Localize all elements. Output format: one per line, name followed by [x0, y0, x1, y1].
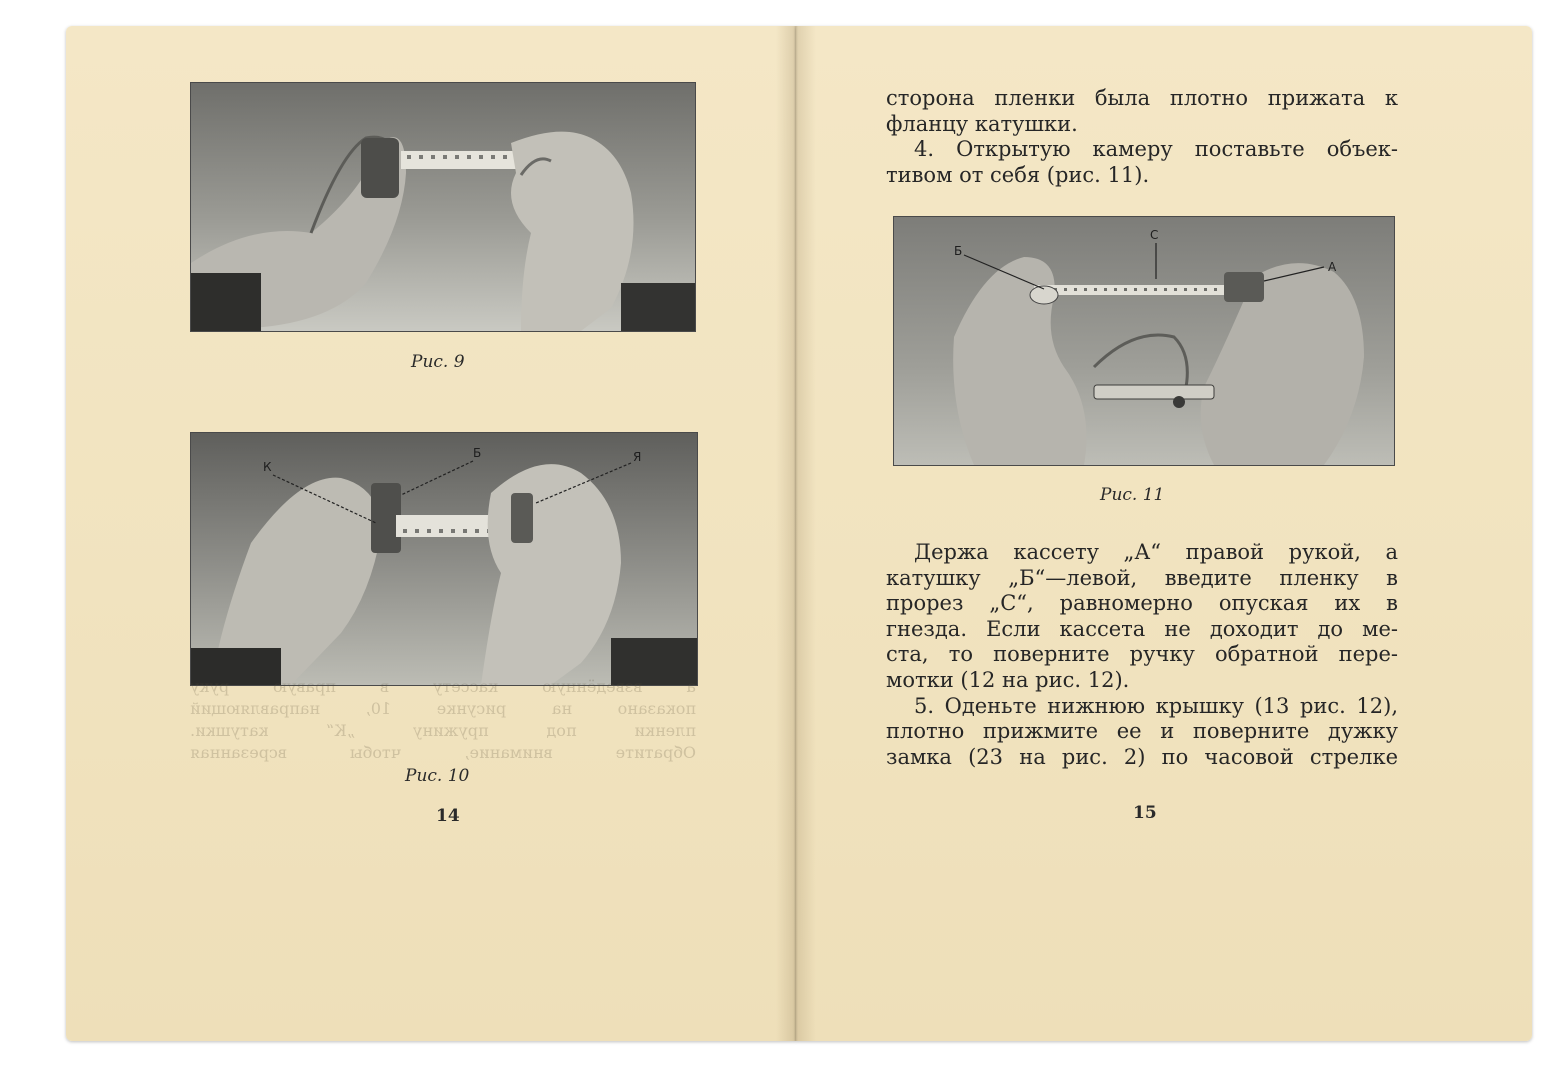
text-line: 5. Оденьте нижнюю крышку (13 рис. 12), [914, 693, 1398, 718]
figure-10-label-b: Б [473, 446, 482, 460]
bleed-through-line: показано на рисунке 10, направляющий [190, 699, 696, 718]
figure-11-label-b: Б [954, 244, 963, 258]
text-line: катушку „Б“—левой, введите пленку в [886, 565, 1398, 590]
figure-10-photo [190, 432, 698, 686]
figure-11-label-s: С [1150, 228, 1159, 242]
hands-holding-film-illustration [191, 83, 695, 331]
right-page-bottom-text [886, 540, 1398, 770]
text-line: фланцу катушки. [886, 111, 1078, 136]
caption-prefix: Рис. [411, 352, 449, 372]
caption-prefix: Рис. [1100, 485, 1138, 505]
page-number-right: 15 [1133, 803, 1157, 823]
figure-9-caption [411, 352, 465, 372]
caption-number: 10 [447, 766, 470, 786]
text-line: замка (23 на рис. 2) по часовой стрелке [886, 744, 1398, 769]
text-line: плотно прижмите ее и поверните дужку [886, 719, 1398, 744]
caption-number: 11 [1142, 485, 1165, 505]
figure-10-caption [405, 766, 469, 786]
camera-loading-illustration [894, 217, 1394, 465]
figure-11-label-a: А [1328, 260, 1337, 274]
text-line: ста, то поверните ручку обратной пере- [886, 642, 1398, 667]
caption-prefix: Рис. [405, 766, 443, 786]
text-line: гнезда. Если кассета не доходит до ме- [886, 616, 1398, 641]
caption-number: 9 [453, 352, 465, 372]
text-line: прорез „С“, равномерно опуская их в [886, 591, 1398, 616]
text-line: сторона пленки была плотно прижата к [886, 86, 1398, 110]
bleed-through-line: а взведённую кассету в правую руку [190, 677, 696, 696]
page-number-left: 14 [436, 806, 460, 826]
figure-11-caption [1100, 485, 1164, 505]
right-page-top-text [886, 86, 1398, 188]
text-line: мотки (12 на рис. 12). [886, 667, 1130, 692]
hands-loading-film-illustration [191, 433, 697, 685]
figure-9-photo [190, 82, 696, 332]
bleed-through-line: пленки под пружину „К“ катушки. [190, 721, 696, 740]
figure-11-photo [893, 216, 1395, 466]
figure-10-label-k: К [263, 460, 272, 474]
bleed-through-line: Обратите внимание, чтобы всрезанная [190, 743, 696, 762]
figure-10-label-ya: Я [633, 450, 642, 464]
text-line: Держа кассету „А“ правой рукой, а [914, 540, 1398, 564]
text-line: тивом от себя (рис. 11). [886, 162, 1150, 187]
text-line: 4. Открытую камеру поставьте объек- [914, 137, 1398, 162]
